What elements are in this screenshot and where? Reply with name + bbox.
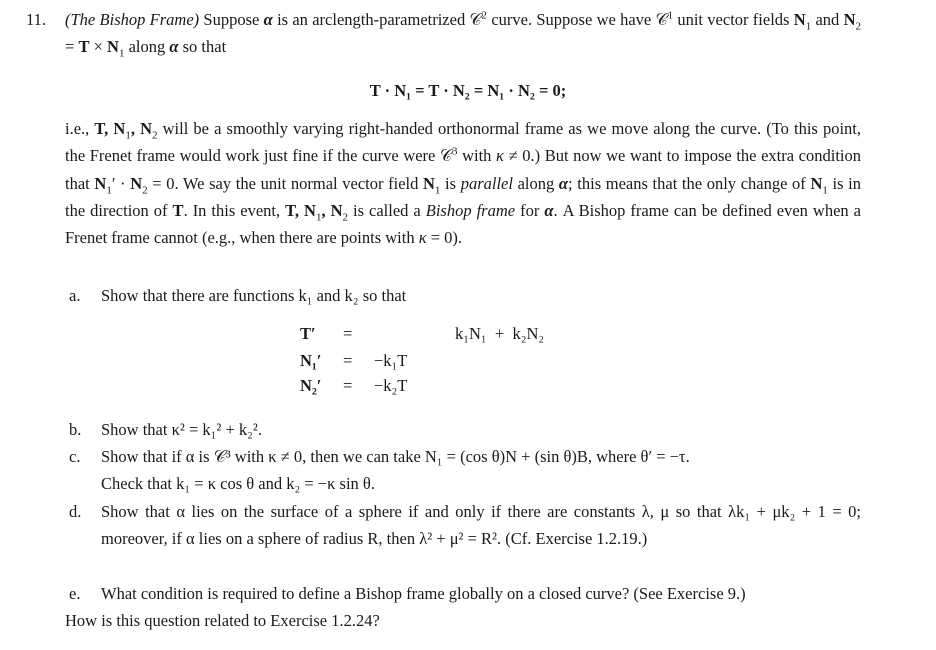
item-d-label: d.: [69, 502, 82, 521]
item-b-text: Show that κ² = k₁² + k₂².: [101, 420, 262, 439]
item-d-text: Show that α lies on the surface of a sphere if and only if there are constants λ, μ so that λk₁ + μk₂ + 1 = 0; moreover, if α lies on a sphere of radius R, then λ² + μ² = R². (Cf. Exercise 1.2.19.): [101, 502, 861, 549]
item-c-label: c.: [69, 447, 81, 466]
system-lhs-2: N₁′: [300, 351, 322, 370]
item-b-label: b.: [69, 420, 82, 439]
item-e-text-1: What condition is required to define a Bishop frame globally on a closed curve? (See Exercise 9.): [101, 584, 746, 603]
exercise-number: 11.: [26, 10, 47, 29]
item-c-text-2: Check that k₁ = κ cos θ and k₂ = −κ sin θ.: [101, 474, 375, 493]
item-e-label: e.: [69, 584, 81, 603]
item-a-label: a.: [69, 286, 81, 305]
system-rhs-2: −k₁T: [374, 351, 408, 370]
exercise-intro: (The Bishop Frame) Suppose α is an arclength-parametrized 𝒞$^2$ curve. Suppose we have 𝒞$^1$ unit vector fields $N_1$ and $N_2 = T \times N_1$ along α so that: [65, 9, 862, 60]
orthogonality-equation: T · N₁ = T · N₂ = N₁ · N₂ = 0;: [369, 81, 567, 100]
system-rhs-3: −k₂T: [374, 376, 408, 395]
item-c-text-1: Show that if α is 𝒞³ with κ ≠ 0, then we can take N₁ = (cos θ)N + (sin θ)B, where θ′ = −τ.: [101, 447, 690, 466]
system-lhs-3: N₂′: [300, 376, 322, 395]
system-lhs-1: T′: [300, 324, 316, 343]
item-e-text-2: How is this question related to Exercise 1.2.24?: [65, 611, 380, 630]
system-eq-1: =: [343, 324, 353, 343]
system-rhs-1: k₁N₁ + k₂N₂: [455, 324, 545, 343]
item-a-text: Show that there are functions k₁ and k₂ so that: [101, 286, 407, 305]
system-eq-2: =: [343, 351, 353, 370]
frame-description-paragraph: i.e., T, $N_1$, $N_2$ will be a smoothly varying right-handed orthonormal frame as we move along the curve. (To this point, the Frenet frame would work just fine if the curve were 𝒞$^3$ with κ ≠ 0.) But now we want to impose the extra condition that $N_1' \cdot N_2 = 0$. We say the unit normal vector field $N_1$ is parallel along α; this means that the only change of $N_1$ is in the direction of T. In this event, T, $N_1$, $N_2$ is called a Bishop frame for α. A Bishop frame can be defined even when a Frenet frame cannot (e.g., when there are points with κ = 0).: [65, 119, 862, 248]
system-eq-3: =: [343, 376, 353, 395]
